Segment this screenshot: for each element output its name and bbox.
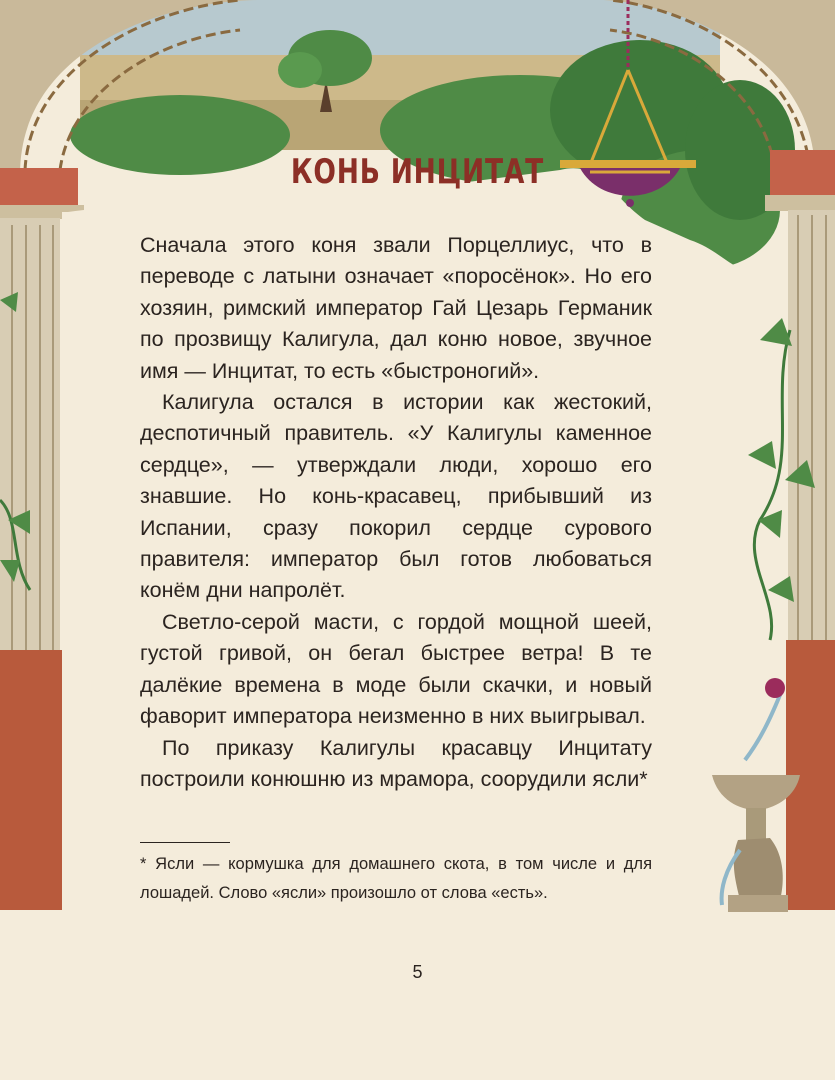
footnote-divider (140, 842, 230, 843)
paragraph: Сначала этого коня звали Порцеллиус, что в переводе с латыни означает «поросёнок». Но его хозяин, римский император Гай Цезарь Германик по прозвищу Калигула, дал коню новое, звучное имя — Инцитат, то есть «быстроногий». (140, 233, 652, 383)
paragraph: Светло-серой масти, с гордой мощной шеей, густой гривой, он бегал быстрее ветра! В те далёкие времена в моде были скачки, и новый фаворит императора неизменно в них выигрывал. (140, 609, 652, 729)
footnote: * Ясли — кормушка для домашнего скота, в том числе и для лошадей. Слово «ясли» произошло от слова «есть». (140, 855, 652, 902)
page-title: КОНЬ ИНЦИТАТ (290, 152, 545, 192)
body-text (140, 230, 652, 795)
paragraph: Калигула остался в истории как жестокий, деспотичный правитель. «У Калигулы каменное сердце», — утверждали люди, хорошо его знавшие. Но конь-красавец, прибывший из Испании, сразу покорил сердце сурового правителя: император был готов любоваться конём дни напролёт. (140, 390, 652, 603)
page-number: 5 (412, 962, 423, 982)
paragraph: По приказу Калигулы красавцу Инцитату построили конюшню из мрамора, соорудили ясли* (140, 735, 652, 791)
